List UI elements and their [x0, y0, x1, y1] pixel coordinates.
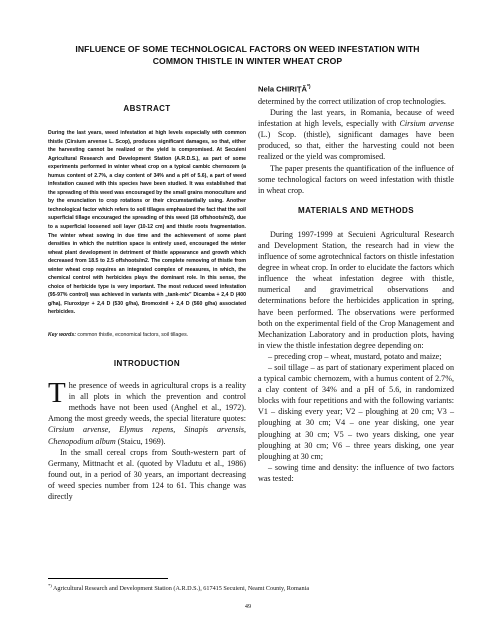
continued-paragraph: determined by the correct utilization of crop technologies.: [258, 97, 446, 106]
abstract-text: During the last years, weed infestation at high levels especially with common thistle (Cirsium arvense L. Scop), produces significant damages, so that, either the harvesting cannot be realized or the yield is compromised. At Secuieni Agricultural Research and Development Station (A.R.D.S.), as part of some experiments performed in winter wheat crop on a typical cambic chernozem (a humus content of 2.7%, a clay content of 34% and a pH of 5.6), a part of weed infestation caused with this species have been studied. It was established that the spreading of this weed was encouraged by the small grains monoculture and by the enunciation to crop rotations or their circumstantially using. Another technological factor which refers to soil tillages emphasized the fact that the soil superficial tillage encouraged the spreading of this weed (18 offshoots/m2), due to a superficial loosened soil layer (10-12 cm) and thistle roots fragmentation. The winter wheat sowing in due time and the achievement of some plant densities in which the nutrition space is entirely used, encouraged the winter wheat plant development in detriment of thistle appearance and growth which decreased from 18.5 to 2.5 offshoots/m2. The complete removing of thistle from winter wheat crop requires an integrated complex of measures, in which, the chemical control with herbicides plays the dominant role. In this sense, the choice of herbicide type is very important. The most reduced weed infestation (95-97% control) was achieved in variants with „tank-mix” Dicamba + 2,4 D (400 g/ha), Fluroxipyr + 2,4 D (530 g/ha), Bromoxinil + 2,4 D (560 g/ha) associated herbicides.: [48, 130, 246, 316]
mm-item-preceding-crop: – preceding crop – wheat, mustard, potato and maize;: [268, 351, 442, 361]
title-line-2: COMMON THISTLE IN WINTER WHEAT CROP: [152, 56, 343, 66]
author-line: [258, 84, 311, 94]
abstract-heading: ABSTRACT: [123, 104, 171, 113]
right-body: [258, 96, 454, 196]
right-paragraph-2: [258, 107, 454, 162]
introduction-body: [48, 377, 246, 502]
page-number: 49: [244, 603, 252, 610]
intro-paragraph-2: In the small cereal crops from South-western part of Germany, Mittnacht et al. (quoted by Vladutu et al., 1986) found out, in a period of 30 years, an important decreasing of weed species number from 124 to 61. This change was directly: [48, 447, 246, 501]
footnote-text: Agricultural Research and Development Station (A.R.D.S.), 617415 Secuieni, Neamt County, Romania: [51, 585, 310, 593]
footnote-mark: *): [48, 583, 52, 588]
materials-methods-heading: MATERIALS AND METHODS: [298, 205, 414, 215]
author-name: Nela CHIRIȚĂ: [258, 84, 307, 94]
materials-methods-body: [258, 229, 454, 484]
intro-p1-start: he presence of weeds in agricultural crops is a reality in all plots in which the prevention and control methods have not been used (Anghel et al., 1972). Among the most greedy weeds, the special literature quotes:: [48, 381, 246, 424]
introduction-heading: INTRODUCTION: [113, 359, 181, 369]
mm-item-soil-tillage: – soil tillage – as part of stationary experiment placed on a typical cambic chernozem, with a humus content of 2.7%, a clay content of 34% and a pH of 5.6, in randomized blocks with four repetitions and with the following variants: V1 – disking every year; V2 – ploughing at 20 cm; V3 – ploughing at 30 cm; V4 – one year disking, one year ploughing at 30 cm; V5 – two years disking, one year ploughing at 30 cm; V6 – three years disking, one year ploughing at 30 cm;: [258, 362, 454, 461]
mm-paragraph-1: During 1997-1999 at Secuieni Agricultural Research and Development Station, the research had in view the influence of some agrotechnical factors on thistle infestation degree in wheat crop. In order to elucidate the factors which influence the wheat infestation degree with thistle, numerical and gravimetrical observations and determinations before the herbicides application in spring, have been performed. The observations were performed both on the experimental field of the Crop Management and Mechanization Laboratory and in production plots, having in view the thistle infestation degree depending on:: [258, 229, 454, 350]
paper-title: [60, 43, 435, 67]
intro-p1-species: Cirsium arvense, Elymus repens, Sinapis arvensis, Chenopodium album: [48, 425, 246, 446]
right-p2-end: (L.) Scop. (thistle), significant damages have been produced, so that, either the harvesting could not been realized or the yield was compromised.: [258, 130, 454, 162]
right-paragraph-3: The paper presents the quantification of the influence of some technological factors on weed infestation with thistle in wheat crop.: [258, 163, 454, 195]
intro-paragraph-1: [48, 377, 246, 447]
left-column: [48, 96, 246, 502]
intro-p1-end: (Staicu, 1969).: [115, 436, 166, 446]
right-column: [258, 96, 454, 484]
right-p2-species: Cirsium arvense: [399, 119, 454, 129]
keywords-text: common thistle, economical factors, soil tillages.: [75, 332, 189, 339]
mm-item-sowing-time: – sowing time and density: the influence of two factors was tested:: [258, 462, 454, 483]
title-line-1: INFLUENCE OF SOME TECHNOLOGICAL FACTORS ON WEED INFESTATION WITH: [75, 44, 420, 54]
drop-cap: T: [48, 377, 66, 410]
footnote: [48, 582, 468, 593]
keywords: [48, 331, 246, 339]
right-p2-start: During the last years, in Romania, because of weed infestation at high levels, especially with: [258, 108, 454, 129]
keywords-label: Key words:: [48, 332, 76, 339]
author-footnote-mark: *): [306, 84, 311, 90]
footnote-divider: [48, 578, 168, 579]
